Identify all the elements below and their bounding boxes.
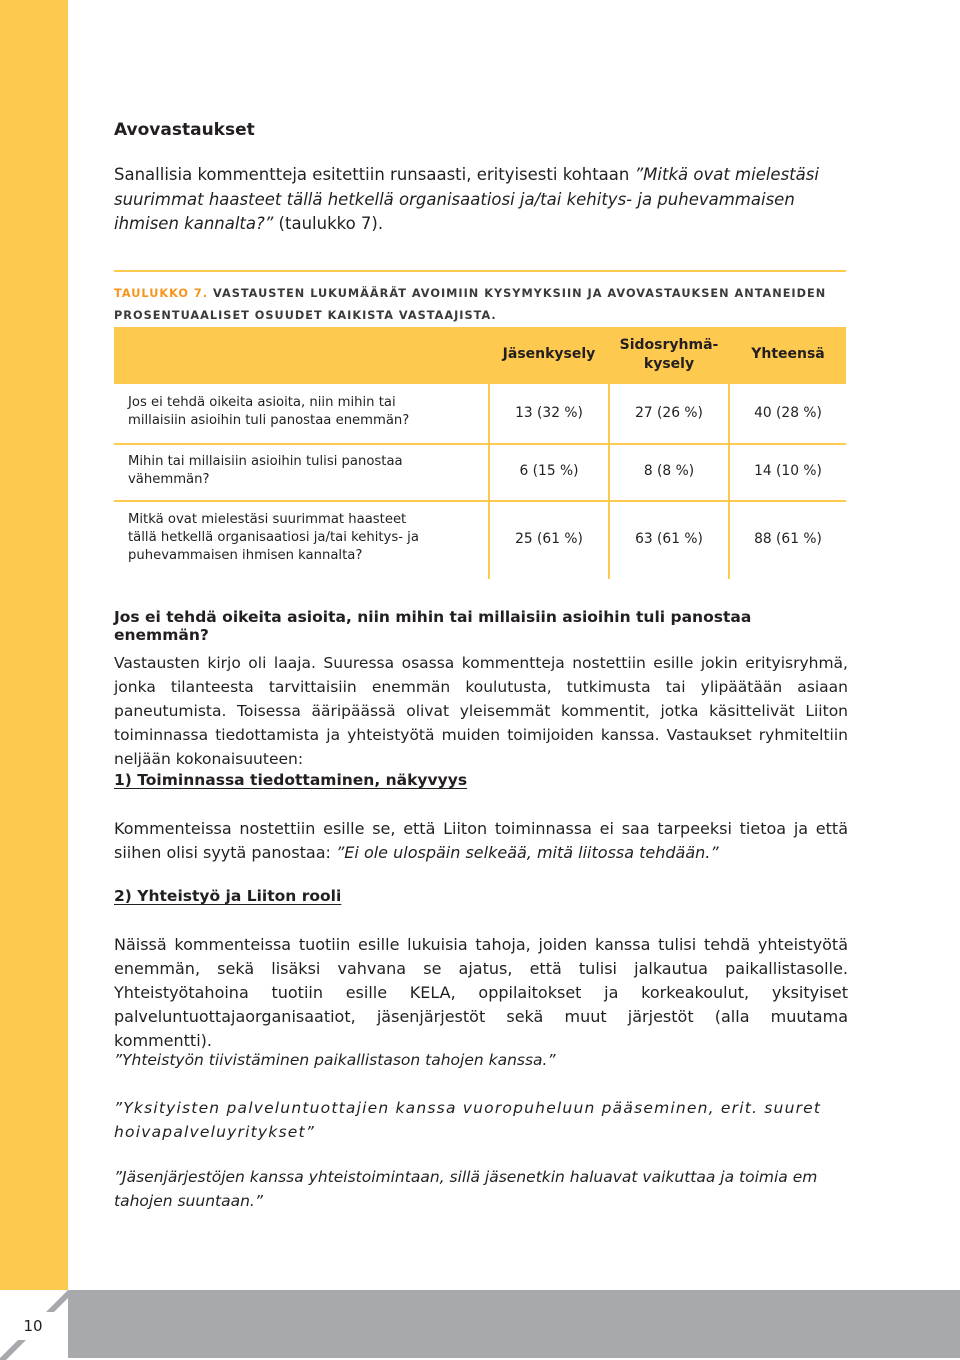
theme-heading-2: 2) Yhteistyö ja Liiton rooli	[114, 887, 342, 905]
row-question: Mitkä ovat mielestäsi suurimmat haasteet tällä hetkellä organisaatiosi ja/tai kehitys- ja puhevammaisen ihmisen kannalta?	[128, 512, 419, 563]
theme-paragraph-1	[114, 817, 848, 865]
body-paragraph: Vastausten kirjo oli laaja. Suuressa osassa kommentteja nostettiin esille jokin erityisryhmä, jonka tilanteesta tarvittaisiin enemmän koulutusta, tutkimusta tai ylipäätään asiaan paneutumista. Toisessa ääripäässä olivat yleisemmät kommentit, jotka käsittelivät Liiton toiminnassa tiedottamista ja yhteistyötä muiden toimijoiden kanssa. Vastaukset ryhmiteltiin neljään kokonaisuuteen:	[114, 654, 848, 768]
column-header-sidosryhmakysely: Sidosryhmä- kysely	[619, 336, 719, 372]
caption-rule	[114, 270, 846, 272]
theme-heading-1: 1) Toiminnassa tiedottaminen, näkyvyys	[114, 771, 468, 789]
table-cell: 63 (61 %)	[635, 531, 703, 547]
intro-text: Sanallisia kommentteja esitettiin runsaasti, erityisesti kohtaan	[114, 165, 635, 184]
row-divider	[114, 500, 846, 502]
table-caption-label: TAULUKKO 7.	[114, 287, 209, 300]
theme-quote-1: ”Ei ole ulospäin selkeää, mitä liitossa tehdään.”	[336, 843, 719, 862]
intro-quote: ”Mitkä ovat mielestäsi suurimmat haasteet tällä hetkellä organisaatiosi ja/tai kehitys- ja puhevammaisen ihmisen kannalta?”	[114, 165, 819, 233]
table-cell: 88 (61 %)	[754, 531, 822, 547]
table-cell: 6 (15 %)	[519, 463, 579, 479]
table-cell: 14 (10 %)	[754, 463, 822, 479]
citation-quote: ”Yhteistyön tiivistäminen paikallistason tahojen kanssa.”	[114, 1051, 556, 1069]
citation-quote: ”Jäsenjärjestöjen kanssa yhteistoimintaan, sillä jäsenetkin haluavat vaikuttaa ja toimia em tahojen suuntaan.”	[114, 1168, 818, 1210]
row-question: Jos ei tehdä oikeita asioita, niin mihin tai millaisiin asioihin tuli panostaa enemmän?	[128, 395, 410, 428]
table-cell: 25 (61 %)	[515, 531, 583, 547]
theme-text-1: Kommenteissa nostettiin esille se, että Liiton toiminnassa ei saa tarpeeksi tietoa ja että siihen olisi syytä panostaa:	[114, 819, 848, 862]
section-heading: Avovastaukset	[114, 120, 255, 140]
page-number: 10	[12, 1312, 54, 1340]
data-table	[114, 327, 846, 579]
table-cell: 27 (26 %)	[635, 405, 703, 421]
column-header-yhteensa: Yhteensä	[751, 346, 825, 362]
table-cell: 13 (32 %)	[515, 405, 583, 421]
table-cell: 8 (8 %)	[643, 463, 695, 479]
row-question: Mihin tai millaisiin asioihin tulisi panostaa vähemmän?	[128, 454, 403, 487]
table-header-rule	[114, 382, 846, 384]
theme-paragraph-2: Näissä kommenteissa tuotiin esille lukuisia tahoja, joiden kanssa tulisi tehdä yhteistyötä enemmän, sekä lisäksi vahvana se ajatus, että tulisi jalkautua paikallistasolle. Yhteistyötahoina tuotiin esille KELA, oppilaitokset ja korkeakoulut, yksityiset palveluntuottajaorganisaatiot, jäsenjärjestöt sekä muut järjestöt (alla muutama kommentti).	[114, 935, 848, 1050]
intro-paragraph	[114, 163, 848, 237]
footer-band	[68, 1290, 960, 1358]
table-caption-text: VASTAUSTEN LUKUMÄÄRÄT AVOIMIIN KYSYMYKSIIN JA AVOVASTAUKSEN ANTANEIDEN PROSENTUAALISET OSUUDET KAIKISTA VASTAAJISTA.	[114, 287, 827, 322]
yellow-side-strip	[0, 0, 68, 1358]
table-cell: 40 (28 %)	[754, 405, 822, 421]
column-header-jasenkysely: Jäsenkysely	[502, 346, 596, 362]
question-heading: Jos ei tehdä oikeita asioita, niin mihin tai millaisiin asioihin tuli panostaa enemmän?	[114, 608, 752, 644]
table-caption	[114, 283, 848, 327]
intro-reference: (taulukko 7).	[273, 214, 384, 233]
row-divider	[114, 443, 846, 445]
citation-quote: ”Yksityisten palveluntuottajien kanssa vuoropuheluun pääseminen, erit. suuret hoivapalveluyritykset”	[114, 1099, 822, 1141]
